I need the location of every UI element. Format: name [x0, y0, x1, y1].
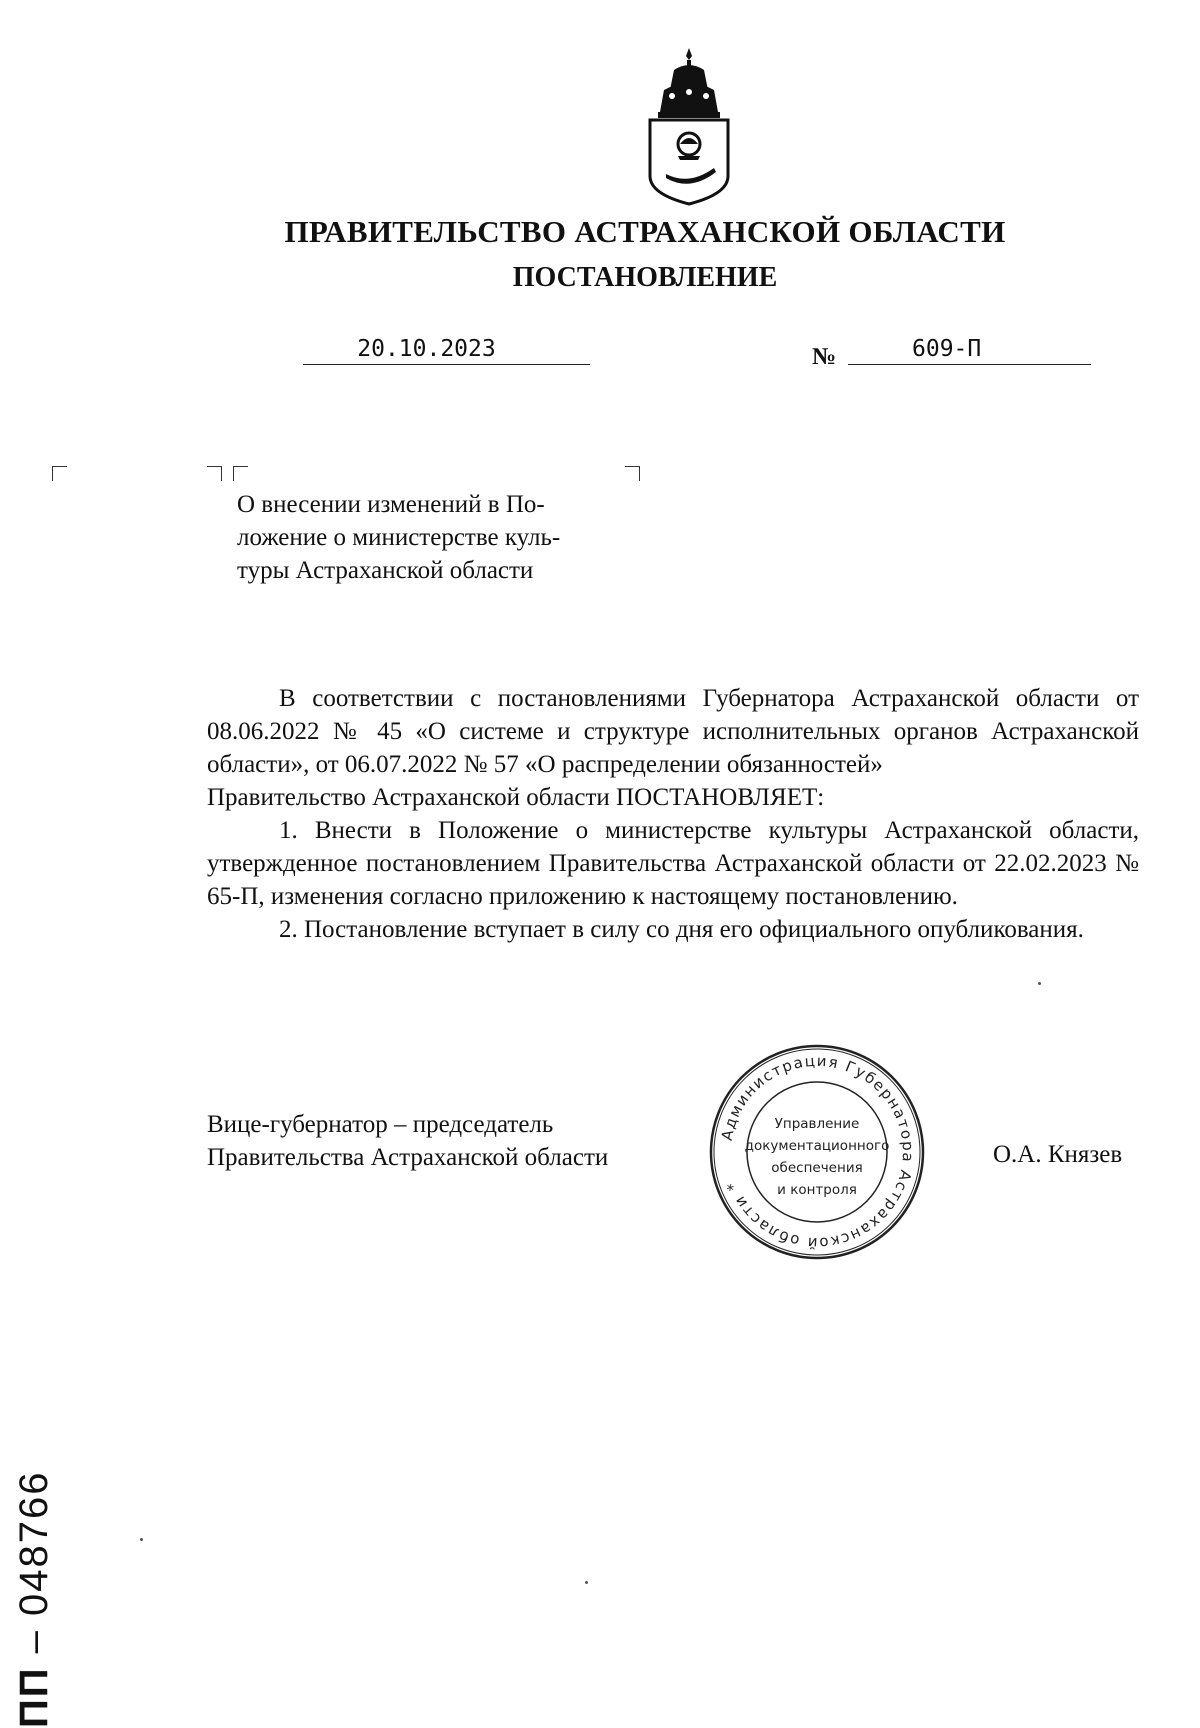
official-stamp [707, 1042, 927, 1262]
body-paragraph: 2. Постановление вступает в силу со дня его официального опубликования. [207, 913, 1139, 946]
organization-title: ПРАВИТЕЛЬСТВО АСТРАХАНСКОЙ ОБЛАСТИ [0, 214, 1200, 250]
form-separator: – [12, 1616, 56, 1666]
corner-mark [625, 466, 640, 481]
form-number: 048766 [12, 1471, 56, 1616]
stamp-ring-text: Администрация Губернатора Астраханской области * [718, 1052, 917, 1252]
document-type-title: ПОСТАНОВЛЕНИЕ [0, 262, 1200, 294]
stamp-center-line: Управление [775, 1116, 860, 1132]
signatory-name: О.А. Князев [993, 1141, 1122, 1169]
form-serial-number [12, 1471, 57, 1728]
stamp-center-line: обеспечения [771, 1160, 862, 1176]
document-subject [237, 488, 607, 587]
subject-line: ложение о министерстве куль- [237, 521, 607, 554]
corner-mark [52, 466, 67, 481]
body-paragraph: Правительство Астраханской области ПОСТАНОВЛЯЕТ: [207, 781, 1139, 814]
number-label: № [812, 344, 836, 371]
stamp-center-line: и контроля [777, 1182, 857, 1198]
signatory-position [207, 1108, 608, 1174]
subject-line: О внесении изменений в По- [237, 488, 607, 521]
signatory-position-line: Вице-губернатор – председатель [207, 1108, 608, 1141]
scan-speck [585, 1581, 588, 1584]
subject-line: туры Астраханской области [237, 554, 607, 587]
document-body [207, 682, 1139, 946]
form-series: ПП [12, 1667, 56, 1728]
signatory-position-line: Правительства Астраханской области [207, 1141, 608, 1174]
document-number: 609-П [848, 336, 1091, 365]
scan-speck [140, 1538, 143, 1541]
scan-speck [1038, 982, 1041, 985]
corner-mark [207, 466, 222, 481]
body-paragraph: В соответствии с постановлениями Губернатора Астраханской области от 08.06.2022 № 45 «О системе и структуре исполнительных органов Астраханской области», от 06.07.2022 № 57 «О распределении обязанностей» [207, 682, 1139, 781]
body-paragraph: 1. Внести в Положение о министерстве культуры Астраханской области, утвержденное постановлением Правительства Астраханской области от 22.02.2023 № 65-П, изменения согласно приложению к настоящему постановлению. [207, 814, 1139, 913]
corner-mark [233, 466, 248, 481]
document-date: 20.10.2023 [303, 336, 590, 365]
coat-of-arms-emblem [644, 46, 734, 206]
stamp-center-line: документационного [745, 1138, 890, 1154]
